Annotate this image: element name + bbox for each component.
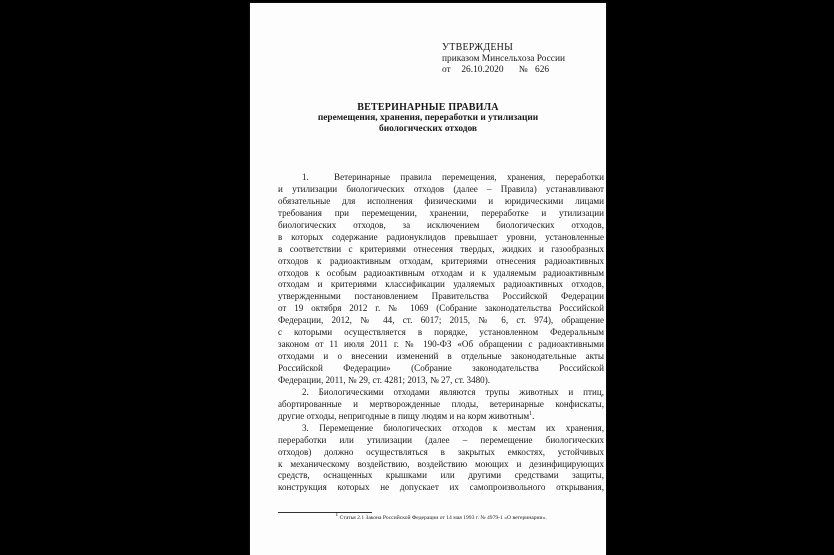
- approval-stamp: [442, 42, 565, 77]
- paragraph-line: в соответствии с критериями отнесения твердых, жидких и газообразных: [278, 243, 604, 254]
- paragraph-line: 1. Ветеринарные правила перемещения, хранения, переработки: [302, 172, 604, 182]
- footnote-text: Статья 2.1 Закона Российской Федерации от 14 мая 1993 г. № 4979-1 «О ветеринарии».: [339, 515, 547, 521]
- approval-title: УТВЕРЖДЕНЫ: [442, 42, 514, 53]
- document-body: [278, 172, 604, 494]
- paragraph-line: абортированные и мертворожденные плоды, ветеринарные конфискаты,: [278, 398, 604, 409]
- paragraph-line: Федерации, 2011, № 29, ст. 4281; 2013, № 27, ст. 3480).: [278, 374, 491, 385]
- paragraph-line: законом от 11 июля 2011 г. № 190-ФЗ «Об обращении с радиоактивными: [278, 339, 604, 350]
- approval-date: 26.10.2020: [461, 65, 504, 76]
- paragraph-line: средств, оснащенных крышками или другими средствами защиты,: [278, 470, 604, 481]
- footnote: [278, 512, 604, 522]
- paragraph-number: 1.: [302, 172, 309, 182]
- paragraph-line: и утилизации биологических отходов (далее – Правила) устанавливают: [278, 183, 604, 194]
- paragraph-line: в которых содержание радионуклидов превышает уровни, установленные: [278, 231, 604, 242]
- paragraph-line: переработки или утилизации (далее – перемещение биологических: [278, 434, 604, 445]
- approval-date-line: [442, 65, 565, 77]
- paragraph-line: к механическому воздействию, воздействию моющих и дезинфицирующих: [278, 458, 604, 469]
- paragraph-line: отходов) должно осуществляться в закрытых емкостях, устойчивых: [278, 446, 604, 457]
- paragraph-line: отходов к радиоактивным отходам, критериями отнесения радиоактивных: [278, 255, 604, 266]
- paragraph-line: конструкция которых не допускает их самопроизвольного открывания,: [278, 482, 604, 493]
- paragraph-line: от 19 октября 2012 г. № 1069 (Собрание законодательства Российской: [278, 303, 604, 314]
- paragraph-line: Российской Федерации» (Собрание законодательства Российской: [278, 363, 604, 373]
- paragraph-line: Федерации, 2012, № 44, ст. 6017; 2015, № 6, ст. 974), обращение: [278, 315, 604, 326]
- paragraph-line: 3. Перемещение биологических отходов к местам их хранения,: [302, 422, 604, 433]
- number-prefix: №: [518, 65, 528, 76]
- paragraph-line: утвержденными постановлением Правительства Российской Федерации: [278, 291, 604, 302]
- approval-order-line: приказом Минсельхоза России: [442, 53, 565, 64]
- paragraph-line: отходами и о внесении изменений в отдельные законодательные акты: [278, 351, 604, 362]
- paragraph-line: требования при перемещении, хранении, переработке и утилизации: [278, 207, 604, 218]
- approval-number: 626: [535, 65, 550, 76]
- document-heading: [250, 102, 606, 136]
- paragraph-line: другие отходы, непригодные в пищу людям и на корм животным$^1$.: [278, 410, 535, 421]
- footnote-divider: [278, 512, 372, 513]
- footnote-reference[interactable]: 1: [529, 410, 533, 417]
- document-title: ВЕТЕРИНАРНЫЕ ПРАВИЛА: [357, 102, 499, 113]
- paragraph-line: биологических отходов, за исключением биологических отходов,: [278, 219, 604, 230]
- paragraph-line: отходов к особым радиоактивным отходам и к удаляемым радиоактивным: [278, 267, 604, 278]
- document-subtitle-1: перемещения, хранения, переработки и утилизации: [317, 113, 539, 124]
- date-prefix: от: [442, 65, 451, 76]
- footnote-mark: 1: [335, 512, 339, 519]
- paragraph-line: 2. Биологическими отходами являются трупы животных и птиц,: [302, 386, 604, 397]
- document-subtitle-2: биологических отходов: [379, 124, 477, 135]
- paragraph-line: с которыми осуществляется в порядке, установленном Федеральным: [278, 327, 604, 338]
- paragraph-line: обязательные для исполнения физическими и юридическими лицами: [278, 195, 604, 206]
- paragraph-line: отходам и критериями классификации удаляемых радиоактивных отходов,: [278, 279, 604, 290]
- document-page: [250, 3, 606, 555]
